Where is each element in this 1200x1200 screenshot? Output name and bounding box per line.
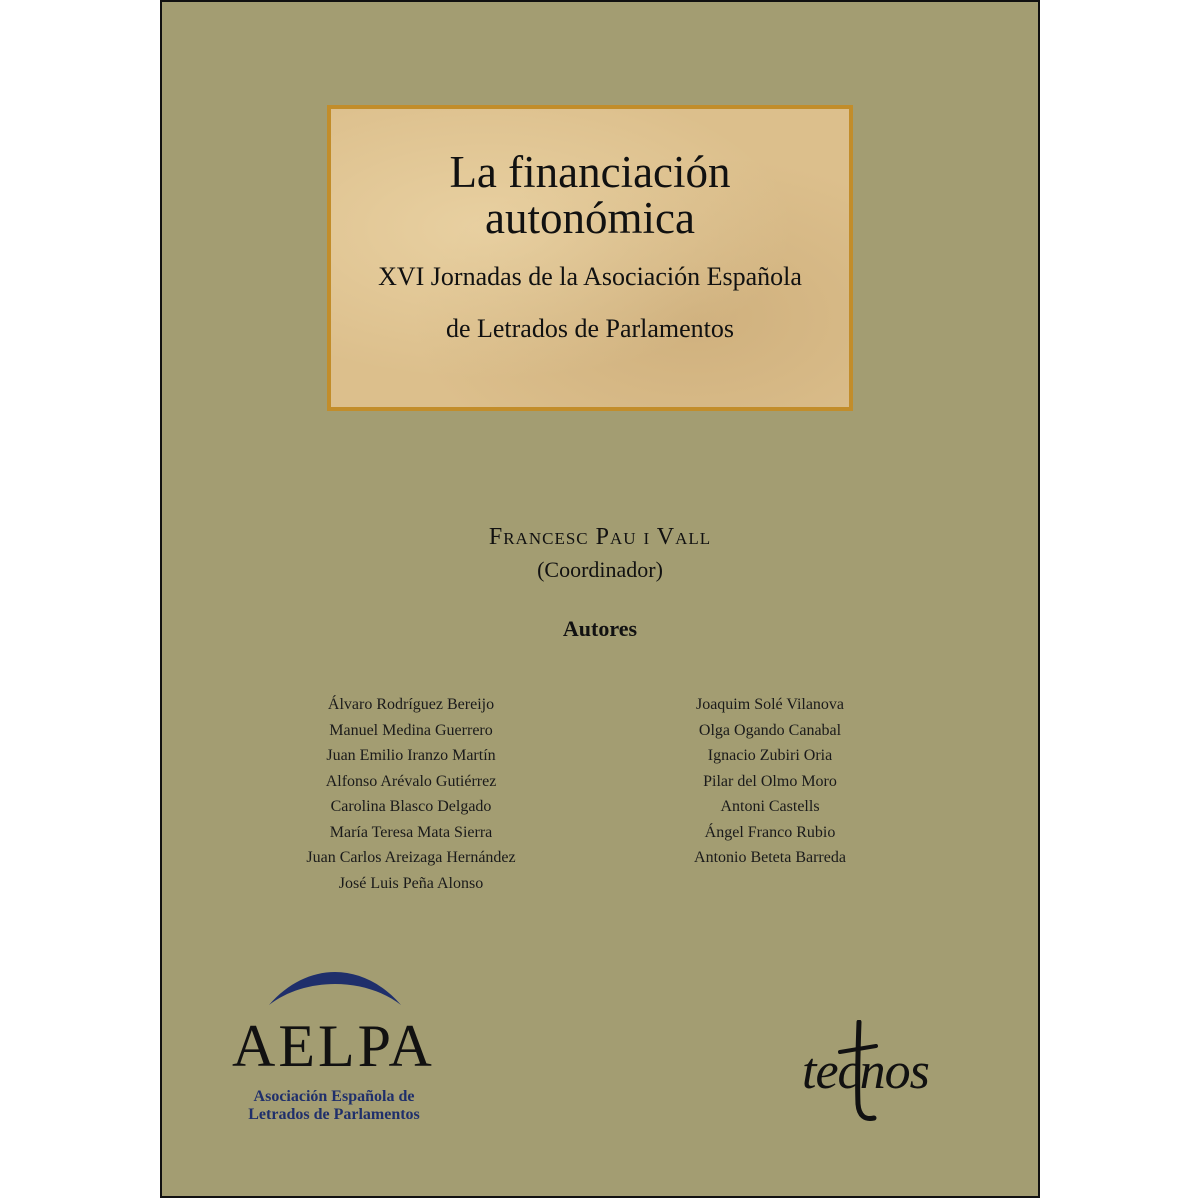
title-box [327, 105, 853, 411]
authors-heading: Autores [562, 616, 638, 641]
author-name: Álvaro Rodríguez Bereijo [327, 696, 495, 713]
book-subtitle-line-2: de Letrados de Parlamentos [445, 314, 735, 343]
author-name: Joaquim Solé Vilanova [695, 696, 845, 713]
author-name: Ignacio Zubiri Oria [707, 747, 833, 764]
aelpa-tagline [222, 1088, 446, 1124]
author-name: Carolina Blasco Delgado [330, 798, 492, 815]
author-name: Alfonso Arévalo Gutiérrez [325, 772, 497, 790]
author-name: Manuel Medina Guerrero [329, 721, 493, 739]
author-name: Antonio Beteta Barreda [694, 849, 846, 866]
author-name: María Teresa Mata Sierra [329, 823, 493, 841]
authors-list-right [620, 692, 920, 871]
aelpa-logo: AELPA [232, 1013, 435, 1079]
aelpa-arc-icon [267, 967, 403, 1009]
aelpa-tagline-line-2: Letrados de Parlamentos [248, 1106, 420, 1123]
book-title-line-2: autonómica [485, 193, 695, 243]
book-subtitle-line-1: XVI Jornadas de la Asociación Española [378, 262, 802, 291]
tecnos-publisher-logo: tecnos [802, 1043, 929, 1100]
book-cover [160, 0, 1040, 1198]
coordinator-name: Francesc Pau i Vall [488, 524, 712, 550]
author-name: Ángel Franco Rubio [704, 823, 836, 841]
authors-list-left [261, 692, 561, 896]
book-title-line-1: La financiación [449, 147, 731, 197]
author-name: Antoni Castells [720, 798, 820, 815]
author-name: José Luis Peña Alonso [338, 874, 484, 892]
author-name: Juan Carlos Areizaga Hernández [306, 849, 516, 866]
author-name: Olga Ogando Canabal [698, 721, 842, 739]
coordinator-role: (Coordinador) [537, 557, 663, 582]
aelpa-tagline-line-1: Asociación Española de [253, 1088, 415, 1105]
author-name: Juan Emilio Iranzo Martín [326, 747, 496, 764]
author-name: Pilar del Olmo Moro [703, 772, 837, 790]
